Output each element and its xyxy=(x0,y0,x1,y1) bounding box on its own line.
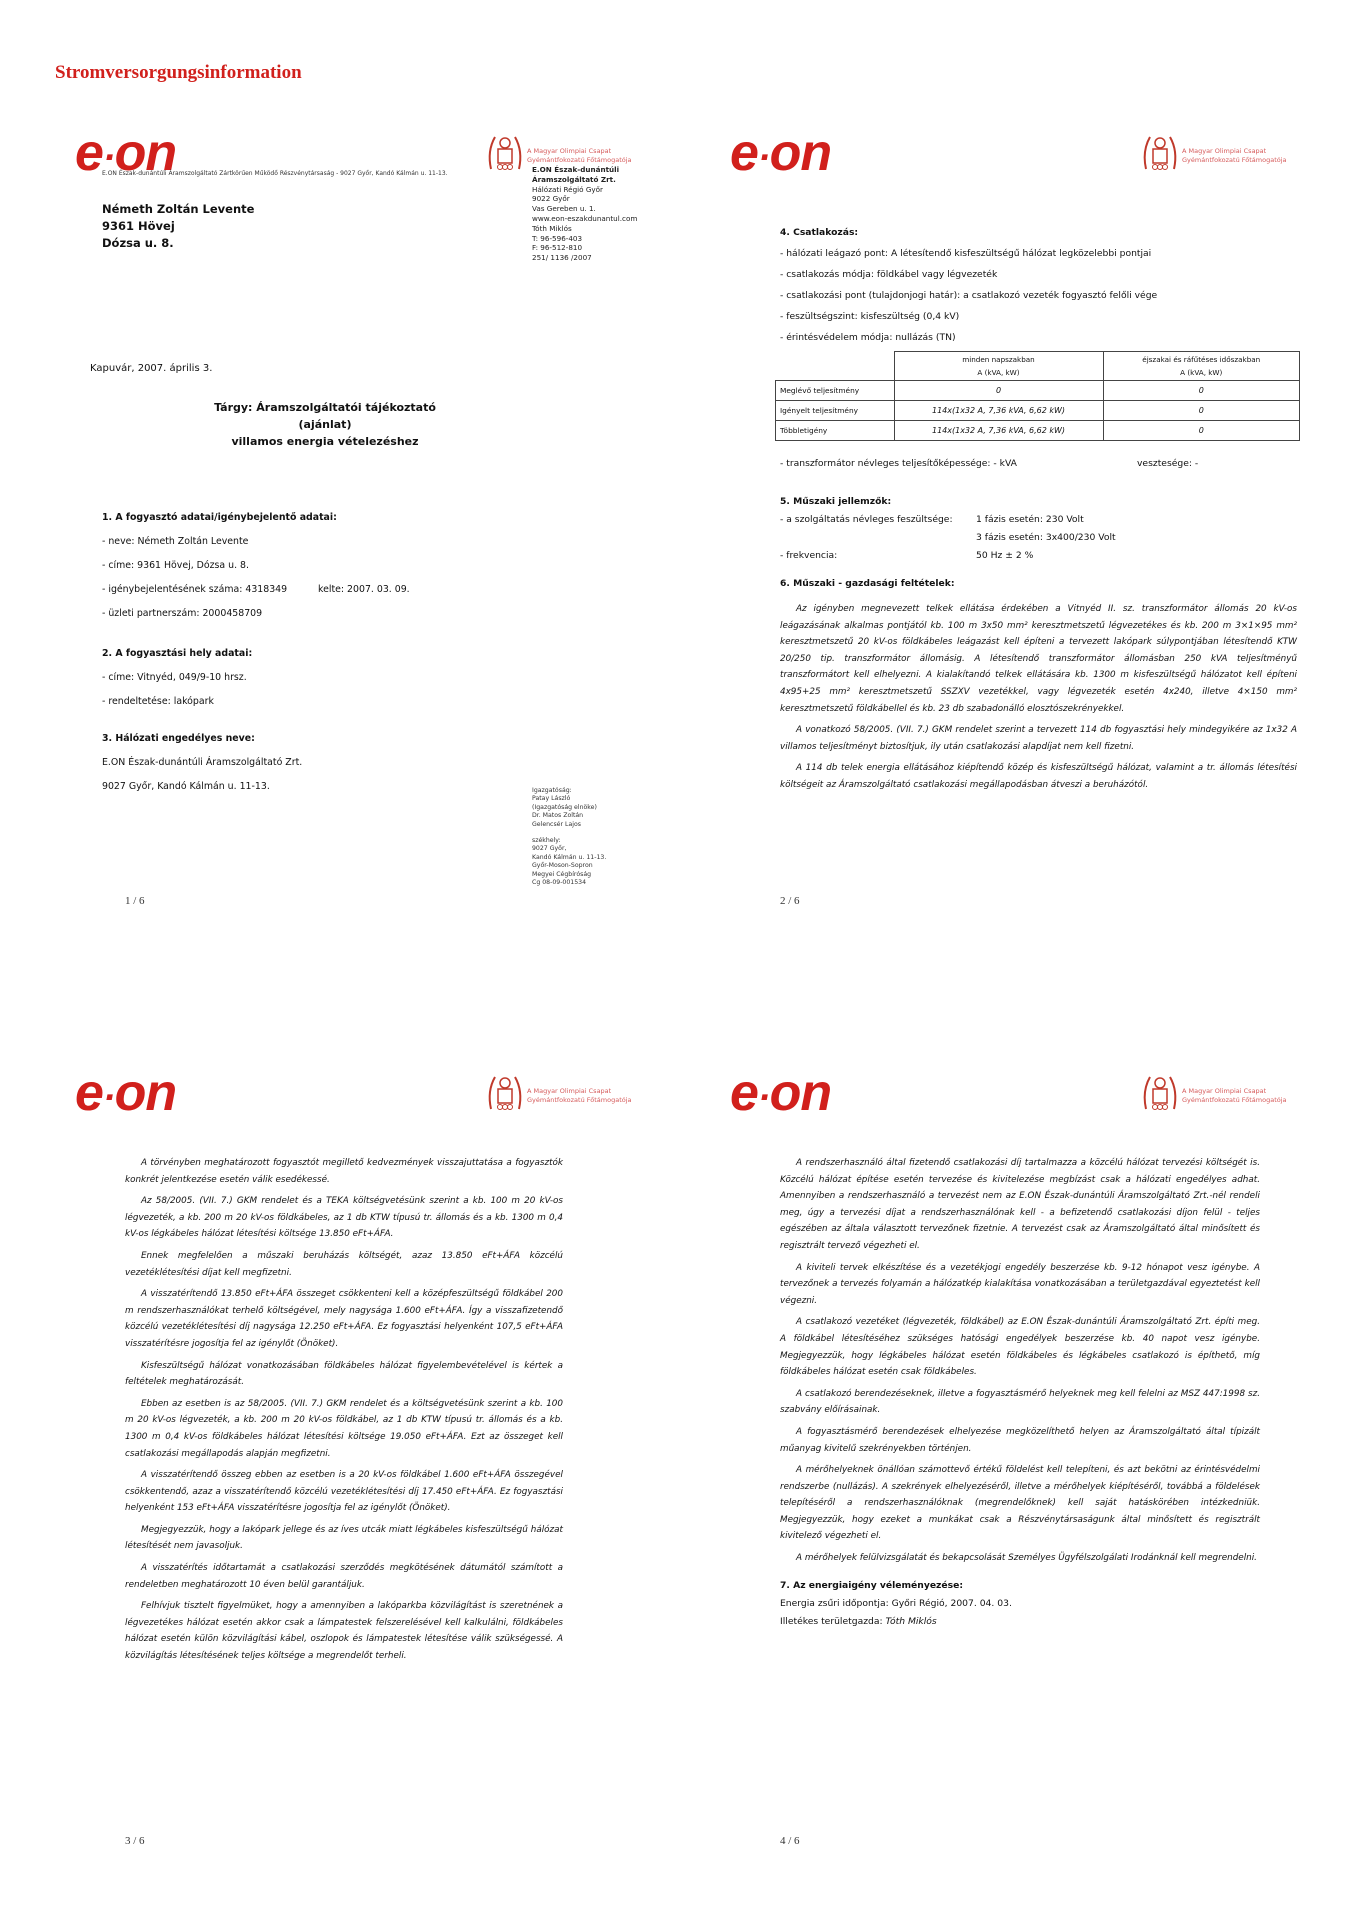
legal-footer xyxy=(532,787,606,887)
voltage-3phase: 3 fázis esetén: 3x400/230 Volt xyxy=(976,532,1116,543)
paragraph: A visszatérítés időtartamát a csatlakozási szerződés megkötésének dátumától számított a rendeletben meghatározott 10 éven belül garantáljuk. xyxy=(125,1563,563,1590)
frequency-label: - frekvencia: xyxy=(780,550,838,561)
cell-value: 0 xyxy=(1103,401,1300,421)
cell-value: 0 xyxy=(894,381,1103,401)
header-unit: A (kVA, kW) xyxy=(977,368,1020,377)
header-line: Tóth Miklós xyxy=(532,223,572,233)
header-label: éjszakai és ráfűtéses időszakban xyxy=(1142,355,1261,364)
paragraph: A csatlakozó vezetéket (légvezeték, földkábel) az E.ON Észak-dunántúli Áramszolgáltató Zrt. építi meg. A földkábel létesítéséhez szükséges hatósági engedélyek beszerzése kb. 40 napot vesz igénybe. Megjegyezzük, hogy légkábeles hálózat esetén földkábeles és légkábeles csatlakozó is építhető, míg földkábeles hálózat esetén csak földkábeles. xyxy=(780,1317,1260,1378)
olympic-text-line: Gyémántfokozatú Főtámogatója xyxy=(527,156,632,164)
section-5-title: 5. Műszaki jellemzők: xyxy=(780,496,892,507)
cell-value: 0 xyxy=(1103,421,1300,441)
s4-line: - feszültségszint: kisfeszültség (0,4 kV) xyxy=(780,311,960,322)
table-header-cell xyxy=(894,352,1103,381)
paragraph: Az 58/2005. (VII. 7.) GKM rendelet és a TEKA költségvetésünk szerint a kb. 100 m 20 kV-os légvezeték, a kb. 200 m 20 kV-os földkábeles, az 1 db KTW típusú tr. állomás és a kb. 1300 m 0,4 kV-os légkábeles hálózat létesítési költsége 13.850 eFt+ÁFA. xyxy=(125,1196,563,1240)
footer-line: Igazgatóság: xyxy=(532,787,572,794)
s1-line: - neve: Németh Zoltán Levente xyxy=(102,536,249,547)
cell-value: 0 xyxy=(1103,381,1300,401)
page-3-body xyxy=(125,1155,563,1670)
s4-line: - érintésvédelem módja: nullázás (TN) xyxy=(780,332,956,343)
paragraph: A rendszerhasználó által fizetendő csatlakozási díj tartalmazza a közcélú hálózat tervezési költségét is. Közcélú hálózat építése esetén tervezése és kivitelezése megbízást csak a hálózati engedélyes adhat. Amennyiben a rendszerhasználó a tervezést nem az E.ON Észak-dunántúli Áramszolgáltató Zrt.-nél rendeli meg, úgy a tervezési díjat a rendszerhasználónak kell - a befizetendő csatlakozási díjon felül - teljes egészében az általa választott tervezőnek fizetnie. A tervezést csak az Áramszolgáltató által minősített és regisztrált tervező végezheti el. xyxy=(780,1158,1260,1251)
page-number: 2 / 6 xyxy=(780,895,800,907)
eon-logo: e·on xyxy=(75,1064,177,1122)
sender-line: E.ON Észak-dunántúli Áramszolgáltató Zártkörűen Működő Részvénytársaság - 9027 Győr, Kandó Kálmán u. 11-13. xyxy=(102,170,448,177)
s7-value: Tóth Miklós xyxy=(885,1615,937,1627)
s4-line: - csatlakozás módja: földkábel vagy légvezeték xyxy=(780,269,998,280)
paragraph: A mérőhelyeknek önállóan számottevő értékű földelést kell telepíteni, és azt bekötni az érintésvédelmi rendszerbe (nullázás). A szekrények elhelyezéséről, illetve a mérőhelyek kiépítéséről, továbbá a földelések telepítéséről a rendszerhasználóknak (megrendelőknek) kell saját hatáskörében intézkedniük. Megjegyezzük, hogy ezeket a munkákat csak a Részvénytársaságunk által minősített és regisztrált kivitelező végezheti el. xyxy=(780,1465,1260,1542)
paragraph: A kiviteli tervek elkészítése és a vezetékjogi engedély beszerzése kb. 9-12 hónapot vesz igénybe. A tervezőnek a tervezés folyamán a hálózatkép kialakítása vonatkozásában a területgazdával egyeztetést kell végezni. xyxy=(780,1262,1260,1306)
paragraph: A 114 db telek energia ellátásához kiépítendő közép és kisfeszültségű hálózat, valamint a tr. állomás létesítési költségeit az Áramszolgáltató csatlakozási megállapodásban átveszi a beruházótól. xyxy=(780,763,1297,790)
company-header xyxy=(532,165,637,263)
place-date: Kapuvár, 2007. április 3. xyxy=(90,363,213,374)
capacity-table xyxy=(775,351,1300,441)
section-1-title: 1. A fogyasztó adatai/igénybejelentő adatai: xyxy=(102,512,337,523)
s3-line: E.ON Észak-dunántúli Áramszolgáltató Zrt. xyxy=(102,757,303,768)
paragraph: Az igényben megnevezett telkek ellátása érdekében a Vitnyéd II. sz. transzformátor állomás 20 kV-os leágazásának alkalmas pontjától kb. 100 m 3x50 mm² keresztmetszetű légvezetékes és kb. 200 m 3×1×95 mm² keresztmetszetű 20 kV-os földkábeles leágazást kell építeni a tervezett lakópark súlypontjában létesítendő KTW 20/250 tip. transzformátor állomásig. A létesítendő transzformátor állomásban 250 kVA teljesítményű transzformátort kell elhelyezni. A kialakítandó telkek ellátására kb. 1300 m kisfeszültségű hálózatot kell építeni 4x95+25 mm² keresztmetszetű SSZXV vezetékkel, vagy légvezeték esetén 4x240, illetve 4×150 mm² keresztmetszetű földkábellel és kb. 23 db szabadonálló elosztószekrényekkel. xyxy=(780,604,1297,714)
olympic-text-line: A Magyar Olimpiai Csapat xyxy=(527,147,612,155)
footer-line: székhely: xyxy=(532,837,561,845)
header-line: E.ON Észak-dunántúli xyxy=(532,165,620,174)
page-number: 3 / 6 xyxy=(125,1835,145,1847)
footer-line: Gelencsér Lajos xyxy=(532,820,581,828)
footer-line: 9027 Győr, xyxy=(532,845,567,853)
paragraph: A fogyasztásmérő berendezések elhelyezése megközelíthető helyen az Áramszolgáltató által típizált műanyag kivitelű szekrényekben történjen. xyxy=(780,1426,1260,1454)
olympic-emblem-icon xyxy=(1140,1069,1180,1113)
olympic-text-line: Gyémántfokozatú Főtámogatója xyxy=(1182,1096,1287,1104)
header-line: Áramszolgáltató Zrt. xyxy=(532,174,616,184)
page-4-body xyxy=(780,1155,1260,1631)
olympic-text-line: A Magyar Olimpiai Csapat xyxy=(1182,1087,1267,1095)
table-row xyxy=(776,421,1300,441)
s7-line: Energia zsűri időpontja: Győri Régió, 2007. 04. 03. xyxy=(780,1597,1012,1609)
section-2 xyxy=(102,642,502,714)
section-3 xyxy=(102,727,502,799)
footer-line: Cg 08-09-001534 xyxy=(532,879,587,887)
document-title: Stromversorgungsinformation xyxy=(55,62,302,83)
recipient-address xyxy=(102,201,254,252)
s1-line: - üzleti partnerszám: 2000458709 xyxy=(102,608,263,619)
frequency-value: 50 Hz ± 2 % xyxy=(976,550,1034,561)
subject-line: Tárgy: Áramszolgáltatói tájékoztató (ajánlat) xyxy=(214,401,436,431)
footer-line: Patay László xyxy=(532,795,571,803)
section-6-title: 6. Műszaki - gazdasági feltételek: xyxy=(780,578,955,589)
olympic-sponsor-badge xyxy=(485,1069,685,1117)
subject xyxy=(200,399,450,450)
olympic-sponsor-badge xyxy=(1140,129,1340,177)
page-1 xyxy=(40,55,680,935)
paragraph: Megjegyezzük, hogy a lakópark jellege és az íves utcák miatt légkábeles kisfeszültségű hálózat létesítését nem javasoljuk. xyxy=(125,1524,563,1552)
page-4 xyxy=(695,995,1335,1875)
paragraph: Felhívjuk tisztelt figyelmüket, hogy a amennyiben a lakóparkba közvilágítást is szeretnének a légvezetékes hálózat esetén akkor csak a lámpatestek felszerelésével kell kalkulálni, földkábeles hálózat esetén külön közvilágítási kábel, oszlopok és lámpatestek létesítése válik szükségessé. A közvilágítás létesítésének teljes költsége a megrendelőt terheli. xyxy=(125,1601,563,1662)
header-line: 9022 Győr xyxy=(532,194,570,204)
footer-line: (Igazgatóság elnöke) xyxy=(532,803,597,811)
row-label: Igényelt teljesítmény xyxy=(776,401,895,421)
paragraph: A mérőhelyek felülvizsgálatát és bekapcsolását Személyes Ügyfélszolgálati Irodánknál kell megrendelni. xyxy=(796,1553,1257,1564)
olympic-text-line: A Magyar Olimpiai Csapat xyxy=(527,1087,612,1095)
cell-value: 114x(1x32 A, 7,36 kVA, 6,62 kW) xyxy=(894,421,1103,441)
section-7 xyxy=(780,1577,1260,1631)
recipient-city: 9361 Hövej xyxy=(102,219,175,233)
eon-logo: e·on xyxy=(730,124,832,182)
section-4 xyxy=(780,222,1300,348)
section-4-title: 4. Csatlakozás: xyxy=(780,227,859,238)
s2-line: - rendeltetése: lakópark xyxy=(102,696,214,707)
footer-line: Kandó Kálmán u. 11-13. xyxy=(532,853,607,861)
table-row xyxy=(776,381,1300,401)
transformer-line: - transzformátor névleges teljesítőképessége: - kVA xyxy=(780,458,1017,469)
header-label: minden napszakban xyxy=(962,355,1035,364)
s1-kelte: kelte: 2007. 03. 09. xyxy=(318,584,410,595)
table-row xyxy=(776,401,1300,421)
paragraph: Ennek megfelelően a műszaki beruházás költségét, azaz 13.850 eFt+ÁFA közcélú vezetéklétesítési díjat kell megfizetni. xyxy=(125,1250,563,1278)
recipient-street: Dózsa u. 8. xyxy=(102,236,174,250)
s3-line: 9027 Győr, Kandó Kálmán u. 11-13. xyxy=(102,781,270,792)
page-3 xyxy=(40,995,680,1875)
eon-logo: e·on xyxy=(75,124,177,182)
table-header-row xyxy=(776,352,1300,381)
page-2 xyxy=(695,55,1335,935)
header-line: Vas Gereben u. 1. xyxy=(532,204,596,214)
page-number: 1 / 6 xyxy=(125,895,145,907)
s1-line: - igénybejelentésének száma: 4318349 xyxy=(102,584,288,595)
voltage-label: - a szolgáltatás névleges feszültsége: xyxy=(780,514,953,525)
footer-line: Dr. Matos Zoltán xyxy=(532,812,584,820)
header-line: F: 96-512-810 xyxy=(532,243,583,253)
section-5 xyxy=(780,493,1300,565)
header-line: www.eon-eszakdunantul.com xyxy=(532,213,638,223)
cell-value: 114x(1x32 A, 7,36 kVA, 6,62 kW) xyxy=(894,401,1103,421)
paragraph: Kisfeszültségű hálózat vonatkozásában földkábeles hálózat figyelembevételével is kértek a feltételek meghatározását. xyxy=(125,1360,563,1388)
table-header-cell xyxy=(1103,352,1300,381)
section-1 xyxy=(102,506,502,626)
s2-line: - címe: Vitnyéd, 049/9-10 hrsz. xyxy=(102,672,247,683)
paragraph: A csatlakozó berendezéseknek, illetve a fogyasztásmérő helyeknek meg kell felelni az MSZ 447:1998 sz. szabvány előírásainak. xyxy=(780,1388,1260,1416)
s4-line: - csatlakozási pont (tulajdonjogi határ): a csatlakozó vezeték fogyasztó felőli vége xyxy=(780,290,1158,301)
header-line: T: 96-596-403 xyxy=(532,233,583,243)
header-unit: A (kVA, kW) xyxy=(1180,368,1223,377)
section-3-title: 3. Hálózati engedélyes neve: xyxy=(102,733,255,744)
olympic-emblem-icon xyxy=(485,1069,525,1113)
section-2-title: 2. A fogyasztási hely adatai: xyxy=(102,648,253,659)
losses-line: vesztesége: - xyxy=(1137,458,1199,469)
olympic-emblem-icon xyxy=(485,129,525,173)
subject-line: villamos energia vételezéshez xyxy=(231,435,419,448)
section-6-body xyxy=(780,601,1297,799)
paragraph: A vonatkozó 58/2005. (VII. 7.) GKM rendelet szerint a tervezett 114 db fogyasztási hely mindegyikére az 1x32 A villamos teljesítményt biztosítjuk, ily után csatlakozási alapdíjat nem kell fizetni. xyxy=(780,725,1297,752)
header-line: Hálózati Régió Győr xyxy=(532,184,603,194)
olympic-text-line: A Magyar Olimpiai Csapat xyxy=(1182,147,1267,155)
section-7-title: 7. Az energiaigény véleményezése: xyxy=(780,1579,964,1591)
row-label: Többletigény xyxy=(776,421,895,441)
s4-line: - hálózati leágazó pont: A létesítendő kisfeszültségű hálózat legközelebbi pontjai xyxy=(780,248,1152,259)
paragraph: A visszatérítendő 13.850 eFt+ÁFA összeget csökkenteni kell a középfeszültségű földkábel 200 m rendszerhasználókat terhelő költségével, mely nagysága 1.600 eFt+ÁFA. Így a visszafizetendő közcélú vezetéklétesítési díj nagysága 12.250 eFt+ÁFA. Ez fogyasztási helyenként 107,5 eFt+ÁFA visszatérítésre jogosítja fel az igénylőt (Önöket). xyxy=(125,1289,563,1349)
paragraph: Ebben az esetben is az 58/2005. (VII. 7.) GKM rendelet és a költségvetésünk szerint a kb. 100 m 20 kV-os légvezeték, a kb. 200 m 20 kV-os földkábel, az 1 db KTW típusú tr. állomás és a kb. 1300 m 0,4 kV-os földkábeles hálózat létesítési költsége 19.050 eFt+ÁFA. Ezt az összeget kell csatlakozási megállapodás alapján megfizetni. xyxy=(125,1398,563,1459)
recipient-name: Németh Zoltán Levente xyxy=(102,202,255,216)
page-number: 4 / 6 xyxy=(780,1835,800,1847)
eon-logo: e·on xyxy=(730,1064,832,1122)
olympic-emblem-icon xyxy=(1140,129,1180,173)
olympic-text-line: Gyémántfokozatú Főtámogatója xyxy=(527,1096,632,1104)
voltage-1phase: 1 fázis esetén: 230 Volt xyxy=(976,514,1084,525)
paragraph: A törvényben meghatározott fogyasztót megillető kedvezmények visszajuttatása a fogyasztók konkrét jelentkezése esetén válik esedékessé. xyxy=(125,1158,563,1185)
s1-line: - címe: 9361 Hövej, Dózsa u. 8. xyxy=(102,560,249,571)
olympic-text-line: Gyémántfokozatú Főtámogatója xyxy=(1182,156,1287,164)
row-label: Meglévő teljesítmény xyxy=(776,381,895,401)
paragraph: A visszatérítendő összeg ebben az esetben is a 20 kV-os földkábel 1.600 eFt+ÁFA összegével csökkentendő, azaz a visszatérítendő közcélú vezetéklétesítési díj 17.450 eFt+ÁFA. Ez fogyasztási helyenként 153 eFt+ÁFA visszatérítésre jogosítja fel az igénylőt (Önöket). xyxy=(125,1470,563,1514)
footer-line: Megyei Cégbíróság xyxy=(532,870,592,878)
olympic-sponsor-badge xyxy=(1140,1069,1340,1117)
footer-line: Győr-Moson-Sopron xyxy=(532,862,593,870)
header-line: 251/ 1136 /2007 xyxy=(532,253,592,263)
s7-label: Illetékes területgazda: xyxy=(780,1615,883,1627)
